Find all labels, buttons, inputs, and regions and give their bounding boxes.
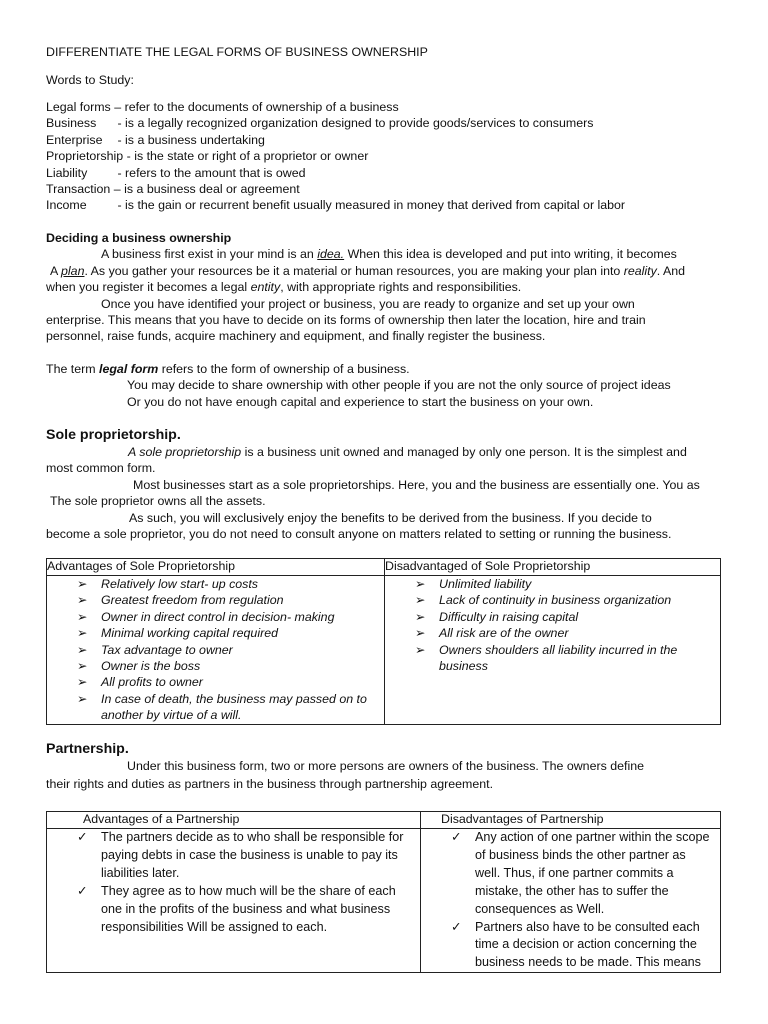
partnership-advantages-cell bbox=[47, 829, 421, 973]
deciding-paragraph-2-line-2: enterprise. This means that you have to decide on its forms of ownership then later the location, hire and train bbox=[46, 313, 646, 327]
legal-form-line-1: The term legal form refers to the form of ownership of a business. bbox=[46, 362, 410, 376]
arrow-bullet-icon: ➢ bbox=[77, 609, 88, 624]
check-bullet-icon: ✓ bbox=[77, 883, 88, 898]
check-bullet-icon: ✓ bbox=[77, 830, 88, 844]
definition-term: Income bbox=[46, 198, 87, 213]
partnership-advantages-header: Advantages of a Partnership bbox=[47, 812, 421, 829]
arrow-bullet-icon: ➢ bbox=[415, 626, 426, 641]
sole-disadvantage-item bbox=[415, 609, 712, 625]
definition-row bbox=[46, 132, 265, 148]
sole-advantage-item bbox=[77, 592, 376, 608]
sole-advantage-item-text: Minimal working capital required bbox=[101, 626, 278, 641]
plan-term: plan bbox=[61, 264, 85, 278]
arrow-bullet-icon: ➢ bbox=[415, 593, 426, 608]
definition-text: refer to the documents of ownership of a business bbox=[124, 100, 399, 114]
sole-advantages-list bbox=[47, 576, 384, 724]
partnership-advantage-item bbox=[77, 829, 412, 883]
sole-advantage-item bbox=[77, 658, 376, 674]
sole-advantage-item bbox=[77, 625, 376, 641]
definition-row bbox=[46, 115, 593, 131]
sole-advantage-item bbox=[77, 642, 376, 658]
partnership-paragraph-line-1: Under this business form, two or more persons are owners of the business. The owners define bbox=[127, 759, 644, 773]
definition-term: Business bbox=[46, 116, 97, 131]
partnership-advantages-list bbox=[47, 829, 420, 936]
sole-paragraph-3-line-2: become a sole proprietor, you do not need to consult anyone on matters related to setting or running the business. bbox=[46, 527, 672, 541]
sole-advantage-item-text: In case of death, the business may passed on to another by virtue of a will. bbox=[101, 691, 367, 723]
deciding-paragraph-2-line-1: Once you have identified your project or business, you are ready to organize and set up your own bbox=[101, 297, 635, 311]
arrow-bullet-icon: ➢ bbox=[415, 609, 426, 624]
sole-proprietorship-heading: Sole proprietorship. bbox=[46, 427, 181, 443]
legal-form-line-2: You may decide to share ownership with other people if you are not the only source of project ideas bbox=[127, 378, 671, 392]
check-bullet-icon: ✓ bbox=[451, 830, 462, 844]
deciding-heading: Deciding a business ownership bbox=[46, 231, 232, 245]
sole-proprietorship-term: A sole proprietorship bbox=[128, 445, 242, 459]
sole-advantage-item-text: All profits to owner bbox=[101, 675, 203, 690]
arrow-bullet-icon: ➢ bbox=[415, 642, 426, 657]
definition-term: Legal forms bbox=[46, 100, 111, 114]
sole-advantage-item-text: Owner is the boss bbox=[101, 659, 201, 674]
definition-text: is a business undertaking bbox=[125, 132, 265, 147]
sole-paragraph-2-line-2: The sole proprietor owns all the assets. bbox=[50, 494, 266, 508]
arrow-bullet-icon: ➢ bbox=[77, 675, 88, 690]
legal-form-line-3: Or you do not have enough capital and experience to start the business on your own. bbox=[127, 395, 594, 409]
deciding-paragraph-1-line-3: when you register it becomes a legal entity, with appropriate rights and responsibilities. bbox=[46, 280, 522, 294]
arrow-bullet-icon: ➢ bbox=[77, 593, 88, 608]
sole-disadvantages-list bbox=[385, 576, 720, 674]
partnership-disadvantage-item bbox=[451, 919, 712, 973]
legal-form-term: legal form bbox=[99, 362, 159, 376]
definition-row bbox=[46, 148, 368, 164]
sole-disadvantages-header: Disadvantaged of Sole Proprietorship bbox=[385, 559, 721, 576]
sole-advantage-item-text: Greatest freedom from regulation bbox=[101, 593, 284, 608]
definition-row bbox=[46, 181, 300, 197]
arrow-bullet-icon: ➢ bbox=[77, 577, 88, 591]
definition-text: is a legally recognized organization designed to provide goods/services to consumers bbox=[125, 116, 594, 131]
definition-text: is the state or right of a proprietor or owner bbox=[134, 149, 369, 164]
sole-proprietorship-table bbox=[46, 558, 721, 725]
definition-term: Proprietorship bbox=[46, 149, 124, 164]
arrow-bullet-icon: ➢ bbox=[77, 691, 88, 706]
partnership-disadvantage-item bbox=[451, 829, 712, 919]
definition-separator: - bbox=[117, 116, 122, 131]
definition-row bbox=[46, 197, 625, 213]
sole-paragraph-3-line-1: As such, you will exclusively enjoy the benefits to be derived from the business. If you decide to bbox=[129, 511, 652, 525]
deciding-paragraph-1-line-2: A plan. As you gather your resources be it a material or human resources, you are making your plan into reality. And bbox=[50, 264, 686, 278]
sole-disadvantages-cell bbox=[385, 576, 721, 725]
sole-disadvantage-item-text: Difficulty in raising capital bbox=[439, 609, 579, 624]
sole-disadvantage-item-text: Owners shoulders all liability incurred in the business bbox=[439, 642, 678, 674]
sole-disadvantage-item bbox=[415, 625, 712, 641]
sole-advantage-item-text: Owner in direct control in decision- making bbox=[101, 609, 335, 624]
sole-disadvantage-item bbox=[415, 592, 712, 608]
definition-separator: - bbox=[126, 149, 131, 164]
words-to-study-heading: Words to Study: bbox=[46, 73, 134, 87]
entity-term: entity bbox=[250, 280, 281, 294]
definition-term: Transaction bbox=[46, 182, 111, 196]
sole-disadvantage-item-text: Lack of continuity in business organization bbox=[439, 593, 672, 608]
reality-term: reality bbox=[623, 264, 657, 278]
sole-paragraph-2-line-1: Most businesses start as a sole proprietorships. Here, you and the business are essentially one. You as bbox=[133, 478, 700, 492]
sole-advantage-item bbox=[77, 609, 376, 625]
arrow-bullet-icon: ➢ bbox=[77, 659, 88, 674]
sole-advantage-item bbox=[77, 576, 376, 592]
arrow-bullet-icon: ➢ bbox=[77, 626, 88, 641]
partnership-heading: Partnership. bbox=[46, 741, 129, 757]
partnership-disadvantages-header: Disadvantages of Partnership bbox=[421, 812, 721, 829]
definition-term: Enterprise bbox=[46, 132, 103, 147]
definition-term: Liability bbox=[46, 165, 88, 180]
definition-text: refers to the amount that is owed bbox=[125, 165, 306, 180]
definition-row bbox=[46, 99, 399, 115]
sole-disadvantage-item-text: Unlimited liability bbox=[439, 577, 532, 591]
partnership-disadvantage-item-text: Partners also have to be consulted each time a decision or action concerning the business needs to be made. This means bbox=[475, 919, 701, 970]
definition-row bbox=[46, 165, 306, 181]
sole-advantage-item-text: Relatively low start- up costs bbox=[101, 577, 259, 591]
sole-advantage-item-text: Tax advantage to owner bbox=[101, 642, 233, 657]
sole-disadvantage-item bbox=[415, 576, 712, 592]
sole-advantages-header: Advantages of Sole Proprietorship bbox=[47, 559, 385, 576]
sole-disadvantage-item bbox=[415, 642, 712, 675]
partnership-advantage-item-text: The partners decide as to who shall be responsible for paying debts in case the business is unable to pay its liabilities later. bbox=[101, 830, 404, 880]
partnership-disadvantage-item-text: Any action of one partner within the scope of business binds the other partner as well. Thus, if one partner commits a mistake, the other has to suffer the consequences as Well. bbox=[475, 830, 710, 916]
page-title: DIFFERENTIATE THE LEGAL FORMS OF BUSINESS OWNERSHIP bbox=[46, 45, 428, 59]
definition-separator: – bbox=[114, 100, 122, 114]
sole-advantage-item bbox=[77, 691, 376, 724]
definition-separator: - bbox=[117, 198, 122, 213]
partnership-disadvantages-list bbox=[421, 829, 720, 972]
arrow-bullet-icon: ➢ bbox=[77, 642, 88, 657]
sole-advantages-cell bbox=[47, 576, 385, 725]
partnership-disadvantages-cell bbox=[421, 829, 721, 973]
definition-separator: - bbox=[117, 165, 122, 180]
partnership-table bbox=[46, 811, 721, 973]
deciding-paragraph-1-line-1: A business first exist in your mind is an idea. When this idea is developed and put into writing, it becomes bbox=[101, 247, 677, 261]
definition-text: is the gain or recurrent benefit usually measured in money that derived from capital or labor bbox=[125, 198, 626, 213]
partnership-advantage-item-text: They agree as to how much will be the share of each one in the profits of the business and what business responsibilities Will be assigned to each. bbox=[101, 883, 396, 934]
deciding-paragraph-2-line-3: personnel, raise funds, acquire machinery and equipment, and finally register the business. bbox=[46, 329, 546, 343]
definition-separator: – bbox=[113, 182, 121, 196]
sole-paragraph-1-line-1: A sole proprietorship is a business unit owned and managed by only one person. It is the simplest and bbox=[128, 445, 687, 459]
partnership-paragraph-line-2: their rights and duties as partners in the business through partnership agreement. bbox=[46, 777, 494, 791]
sole-paragraph-1-line-2: most common form. bbox=[46, 461, 156, 475]
arrow-bullet-icon: ➢ bbox=[415, 577, 426, 591]
idea-term: idea. bbox=[317, 247, 345, 261]
partnership-advantage-item bbox=[77, 883, 412, 937]
check-bullet-icon: ✓ bbox=[451, 919, 462, 934]
sole-disadvantage-item-text: All risk are of the owner bbox=[439, 626, 569, 641]
sole-advantage-item bbox=[77, 674, 376, 690]
definition-separator: - bbox=[117, 132, 122, 147]
definition-text: is a business deal or agreement bbox=[124, 182, 300, 196]
